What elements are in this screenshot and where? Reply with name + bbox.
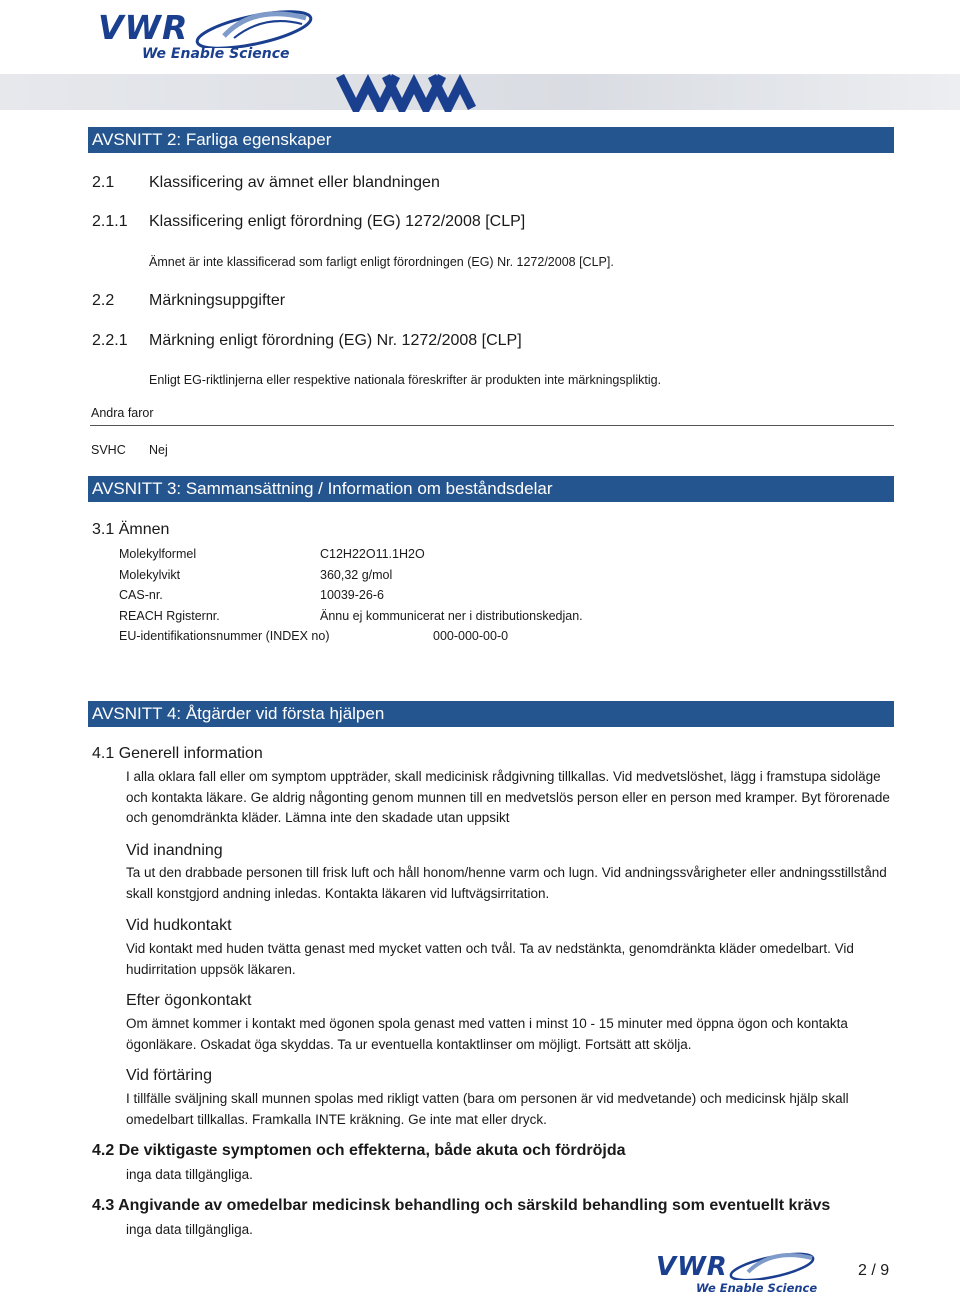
text-line: Om ämnet kommer i kontakt med ögonen spola genast med vatten i minst 10 - 15 minuter med öppna ögon och kontakta	[126, 1016, 848, 1031]
eu-index-value: 000-000-00-0	[433, 629, 509, 643]
classification-text: Ämnet är inte klassificerad som farligt enligt förordningen (EG) Nr. 1272/2008 [CLP].	[149, 255, 614, 269]
header-band	[0, 74, 960, 110]
eye-contact-text	[126, 1014, 896, 1055]
text-line: Ta ut den drabbade personen till frisk luft och håll honom/henne varm och lugn. Vid andningssvårigheter eller andningsstillstånd	[126, 865, 887, 880]
section-4-header: AVSNITT 4: Åtgärder vid första hjälpen	[88, 701, 894, 727]
text-line: I alla oklara fall eller om symptom uppträder, skall medicinisk rådgivning tillkallas. Vid medvetslöshet, lägg i framstupa sidoläge	[126, 769, 881, 784]
text-line: omedelbart tillkallas. Framkalla INTE kräkning. Ge inte mat eller dryck.	[126, 1111, 547, 1127]
heading-2-2-number: 2.2	[92, 292, 115, 309]
molecular-formula-value: C12H22O11.1H2O	[320, 547, 425, 561]
section-3-header: AVSNITT 3: Sammansättning / Information om beståndsdelar	[88, 476, 894, 502]
skin-contact-text	[126, 939, 896, 980]
text-line: ögonläkare. Oskadat öga skyddas. Ta ur eventuella kontaktlinser om möjligt. Fortsätt att skölja.	[126, 1036, 692, 1052]
heading-2-1-1-number: 2.1.1	[92, 213, 128, 230]
eu-index-label: EU-identifikationsnummer (INDEX no)	[119, 629, 330, 643]
heading-3-1: 3.1 Ämnen	[92, 521, 170, 538]
inhalation-text	[126, 863, 896, 904]
logo-tagline: We Enable Science	[142, 46, 290, 62]
heading-inhalation: Vid inandning	[126, 842, 223, 859]
molecular-formula-label: Molekylformel	[119, 547, 197, 561]
labelling-text: Enligt EG-riktlinjerna eller respektive nationala föreskrifter är produkten inte märkningspliktig.	[149, 373, 662, 387]
text-line: I tillfälle sväljning skall munnen spolas med rikligt vatten (bara om personen är vid medvetande) och medicinsk hjälp skall	[126, 1091, 849, 1106]
heading-4-2: 4.2 De viktigaste symptomen och effekterna, både akuta och fördröjda	[92, 1142, 626, 1159]
heading-2-1: Klassificering av ämnet eller blandningen	[149, 174, 440, 191]
general-info-text	[126, 767, 896, 829]
footer-logo-wordmark: VWR	[656, 1252, 728, 1282]
treatment-text: inga data tillgängliga.	[126, 1222, 253, 1237]
ingestion-text	[126, 1089, 896, 1130]
text-line: skall konstgjord andning inledas. Kontakta läkaren vid luftvägsirritation.	[126, 885, 550, 901]
text-line: Vid kontakt med huden tvätta genast med mycket vatten och tvål. Ta av nedstänkta, genomdränkta kläder omedelbart. Vid	[126, 941, 854, 956]
other-hazards-label: Andra faror	[91, 406, 154, 420]
molecular-weight-label: Molekylvikt	[119, 568, 181, 582]
heading-2-2-1-number: 2.2.1	[92, 332, 128, 349]
section-2-header: AVSNITT 2: Farliga egenskaper	[88, 127, 894, 153]
text-line: hudirritation uppsök läkaren.	[126, 961, 296, 977]
heading-2-2: Märkningsuppgifter	[149, 292, 286, 309]
svhc-label: SVHC	[91, 443, 126, 457]
heading-2-1-1: Klassificering enligt förordning (EG) 1272/2008 [CLP]	[149, 213, 526, 230]
cas-number-value: 10039-26-6	[320, 588, 384, 602]
footer-logo-tagline: We Enable Science	[696, 1281, 818, 1295]
page-indicator: 2 / 9	[858, 1262, 890, 1279]
heading-eye-contact: Efter ögonkontakt	[126, 992, 252, 1009]
divider	[90, 425, 894, 426]
heading-4-3: 4.3 Angivande av omedelbar medicinsk behandling och särskild behandling som eventuellt krävs	[92, 1197, 831, 1214]
heading-ingestion: Vid förtäring	[126, 1067, 212, 1084]
footer-leaf-swoosh-icon	[728, 1252, 816, 1280]
heading-2-1-number: 2.1	[92, 174, 115, 191]
heading-2-2-1: Märkning enligt förordning (EG) Nr. 1272/2008 [CLP]	[149, 332, 522, 349]
heading-skin-contact: Vid hudkontakt	[126, 917, 232, 934]
reach-number-value: Ännu ej kommunicerat ner i distributionskedjan.	[320, 609, 583, 623]
header-logo	[98, 8, 318, 62]
svhc-value: Nej	[149, 443, 168, 457]
reach-number-label: REACH Rgisternr.	[119, 609, 220, 623]
brand-wave-graphic	[330, 72, 480, 112]
symptoms-text: inga data tillgängliga.	[126, 1167, 253, 1182]
molecular-weight-value: 360,32 g/mol	[320, 568, 393, 582]
leaf-swoosh-icon	[194, 10, 316, 48]
cas-number-label: CAS-nr.	[119, 588, 163, 602]
text-line: och genomdränkta kläder. Lämna inte den skadade utan uppsikt	[126, 810, 510, 825]
heading-4-1: 4.1 Generell information	[92, 745, 263, 762]
logo-wordmark: VWR	[98, 8, 189, 47]
text-line: och kontakta läkare. Ge aldrig någonting genom munnen till en medvetslös person eller en person med kramper. Byt förorenade	[126, 789, 890, 805]
footer-logo	[656, 1252, 816, 1296]
